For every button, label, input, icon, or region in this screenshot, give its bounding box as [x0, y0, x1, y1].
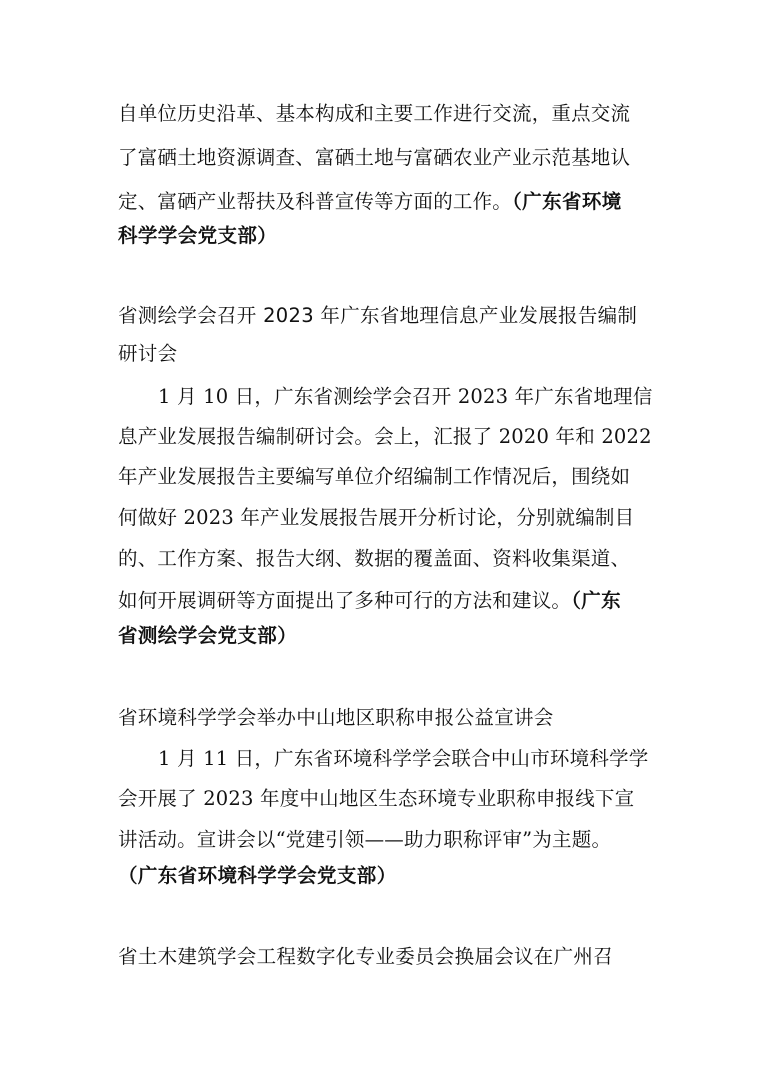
article-title: 省测绘学会召开 2023 年广东省地理信息产业发展报告编制 — [118, 304, 638, 327]
source-attribution: （广东省环境 — [512, 190, 622, 213]
article-title: 省土木建筑学会工程数字化专业委员会换届会议在广州召 — [118, 945, 614, 968]
source-attribution: 省测绘学会党支部） — [118, 624, 298, 647]
paragraph-text: 如何开展调研等方面提出了多种可行的方法和建议。 — [118, 589, 572, 612]
paragraph-line: 1 月 10 日，广东省测绘学会召开 2023 年广东省地理信 — [158, 385, 653, 408]
paragraph-line: 的、工作方案、报告大纲、数据的覆盖面、资料收集渠道、 — [118, 547, 631, 570]
paragraph-line: 何做好 2023 年产业发展报告展开分析讨论，分别就编制目 — [118, 506, 635, 529]
paragraph-line: 息产业发展报告编制研讨会。会上，汇报了 2020 年和 2022 — [118, 425, 652, 448]
source-attribution: （广东 — [571, 589, 622, 612]
paragraph-line: 讲活动。宣讲会以“党建引领——助力职称评审”为主题。 — [118, 828, 612, 851]
paragraph-line — [118, 188, 658, 216]
article-title: 研讨会 — [118, 342, 178, 365]
source-attribution: （广东省环境科学学会党支部） — [118, 864, 397, 887]
article-title: 省环境科学学会举办中山地区职称申报公益宣讲会 — [118, 706, 554, 729]
paragraph-line — [118, 587, 658, 615]
paragraph-line: 1 月 11 日，广东省环境科学学会联合中山市环境科学学 — [158, 747, 649, 770]
paragraph-line: 会开展了 2023 年度中山地区生态环境专业职称申报线下宣 — [118, 787, 635, 810]
paragraph-text: 定、富硒产业帮扶及科普宣传等方面的工作。 — [118, 190, 513, 213]
paragraph-line: 了富硒土地资源调查、富硒土地与富硒农业产业示范基地认 — [118, 146, 631, 169]
paragraph-line: 年产业发展报告主要编写单位介绍编制工作情况后，围绕如 — [118, 465, 631, 488]
source-attribution: 科学学会党支部） — [118, 224, 278, 247]
paragraph-line: 自单位历史沿革、基本构成和主要工作进行交流，重点交流 — [118, 102, 631, 125]
